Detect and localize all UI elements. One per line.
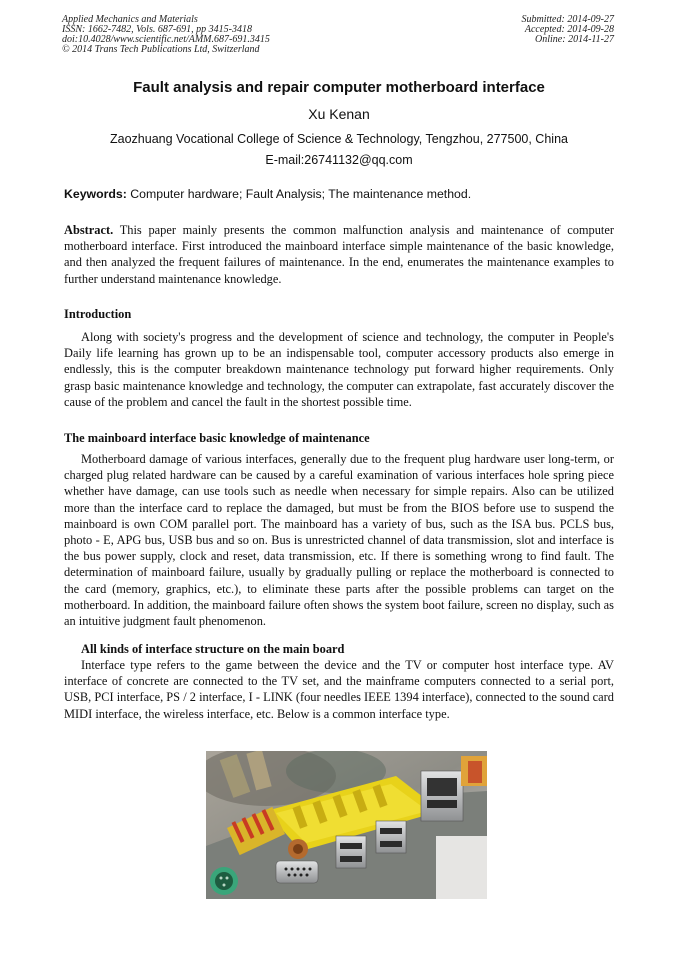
keywords-label: Keywords: bbox=[64, 187, 127, 201]
paper-title: Fault analysis and repair computer motherboard interface bbox=[133, 79, 545, 96]
section1-text: Motherboard damage of various interfaces, generally due to the frequent plug hardware user long-term, or charged plug related hardware can be caused by a careful examination of various interfaces hole spring piece whether have damage, can use tools such as needle when necessary for simple repairs. Also can be utilized more than the interface card to replace the damaged, but must be from the BIOS before use to suspend the mainboard is own COM parallel port. The mainboard has a variety of bus, such as the ISA bus. PCLS bus, photo - E, APG bus, USB bus and so on. Bus is unrestricted channel of data transmission, slot and interface is the bus power supply, clock and reset, data transmission, etc. If there is something wrong to find fault. The determination of mainboard failure, usually by gradually pulling or replace the motherboard is connected to the card (memory, graphics, etc.), to eliminate these parts after the possible problems can target on the motherboard. In addition, the mainboard failure often shows the system boot failure, screen no display, such as an intuitive judgment fault phenomenon. bbox=[64, 452, 614, 629]
publication-dates bbox=[522, 15, 615, 45]
motherboard-interface-photo bbox=[206, 751, 487, 899]
introduction-heading: Introduction bbox=[64, 307, 132, 321]
accepted-date: Accepted: 2014-09-28 bbox=[524, 24, 614, 35]
keywords-text: Computer hardware; Fault Analysis; The maintenance method. bbox=[126, 187, 472, 201]
paper-author: Xu Kenan bbox=[308, 106, 370, 122]
abstract-text: This paper mainly presents the common malfunction analysis and maintenance of computer motherboard interface. First introduced the mainboard interface simple maintenance of the basic knowledge, and then analyzed the frequent failures of maintenance. In the end, enumerates the maintenance examples to further understand maintenance knowledge. bbox=[64, 223, 614, 286]
journal-info bbox=[62, 15, 270, 55]
journal-doi[interactable]: doi:10.4028/www.scientific.net/AMM.687-691.3415 bbox=[62, 34, 270, 45]
section2-heading: All kinds of interface structure on the main board bbox=[81, 642, 345, 656]
author-affiliation: Zaozhuang Vocational College of Science & Technology, Tengzhou, 277500, China bbox=[110, 132, 568, 146]
journal-issn: ISSN: 1662-7482, Vols. 687-691, pp 3415-3418 bbox=[62, 24, 252, 35]
abstract bbox=[64, 222, 614, 287]
motherboard-illustration bbox=[206, 751, 487, 899]
journal-copyright: © 2014 Trans Tech Publications Ltd, Switzerland bbox=[62, 44, 260, 55]
submitted-date: Submitted: 2014-09-27 bbox=[521, 14, 614, 25]
author-email[interactable]: E-mail:26741132@qq.com bbox=[265, 153, 413, 167]
abstract-label: Abstract. bbox=[64, 223, 114, 237]
introduction-text: Along with society's progress and the development of science and technology, the computer in People's Daily life learning has grown up to be an indispensable tool, computer accessory products also emerge in endlessly, this is the computer breakdown maintenance technology put forward higher requirements. Only grasp basic maintenance knowledge and technology, the computer can extrapolate, fast accurately discover the cause of the problem and cancel the fault in the shortest possible time. bbox=[64, 330, 614, 409]
online-date: Online: 2014-11-27 bbox=[535, 34, 614, 45]
section1-heading: The mainboard interface basic knowledge of maintenance bbox=[64, 431, 370, 445]
journal-name: Applied Mechanics and Materials bbox=[62, 14, 198, 25]
section2-text: Interface type refers to the game between the device and the TV or computer host interface type. AV interface of concrete are connected to the TV set, and the mainframe computers connected to a serial port, USB, PCI interface, PS / 2 interface, I - LINK (four needles IEEE 1394 interface), connected to the sound card MIDI interface, the wireless interface, etc. Below is a common interface type. bbox=[64, 658, 614, 721]
keywords-line bbox=[64, 187, 614, 201]
